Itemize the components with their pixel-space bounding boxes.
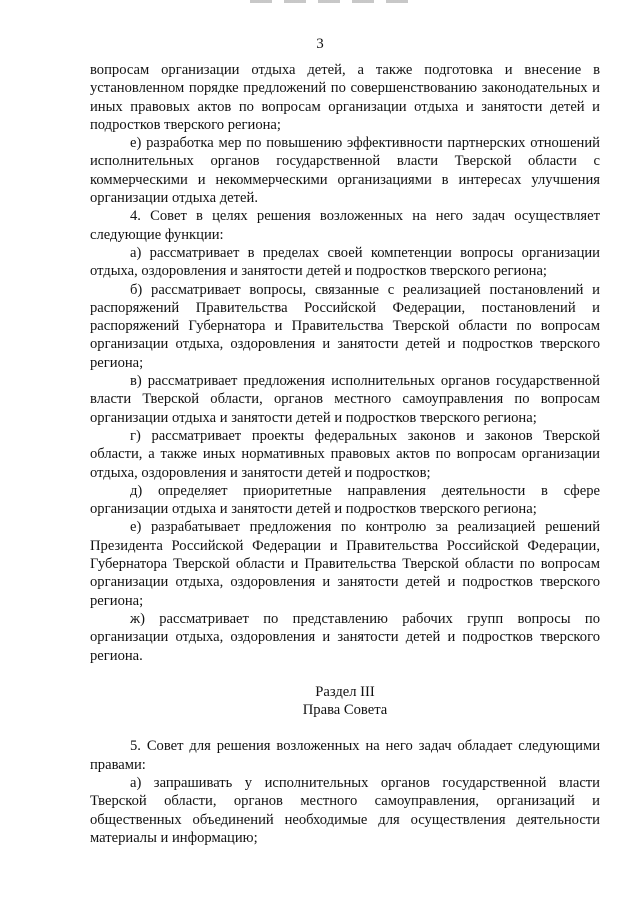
paragraph-continuation: вопросам организации отдыха детей, а также подготовка и внесение в установленном порядке предложений по совершенствованию законодательных и иных правовых актов по вопросам организации отдыха и занятости детей и подростков тверского региона; bbox=[90, 62, 600, 133]
document-body bbox=[90, 61, 600, 847]
paragraph-right-a: а) запрашивать у исполнительных органов государственной власти Тверской области, органов местного самоуправления, организаций и общественных объединений необходимые для осуществления деятельности материалы и информацию; bbox=[90, 774, 600, 846]
paragraph-item-b: б) рассматривает вопросы, связанные с реализацией постановлений и распоряжений Правительства Российской Федерации, постановлений и распоряжений Губернатора и Правительства Тверской области по вопросам организации отдыха, оздоровления и занятости детей и подростков тверского региона; bbox=[90, 281, 600, 371]
paragraph-item-zh: ж) рассматривает по представлению рабочих групп вопросы по организации отдыха, оздоровления и занятости детей и подростков тверского региона. bbox=[90, 610, 600, 664]
section-number: Раздел III bbox=[315, 683, 375, 700]
paragraph-item-g: г) рассматривает проекты федеральных законов и законов Тверской области, а также иных нормативных правовых актов по вопросам организации отдыха, оздоровления и занятости детей и подростков; bbox=[90, 427, 600, 481]
paragraph-item-v: в) рассматривает предложения исполнительных органов государственной власти Тверской области, органов местного самоуправления по вопросам организации отдыха и занятости детей и подростков тверского региона; bbox=[90, 373, 600, 426]
paragraph-item-e-task: е) разработка мер по повышению эффективности партнерских отношений исполнительных органов государственной власти Тверской области с коммерческими и некоммерческими организациями в интересах улучшения организации отдыха детей. bbox=[90, 135, 600, 207]
paragraph-item-d: д) определяет приоритетные направления деятельности в сфере организации отдыха и занятости детей и подростков тверского региона; bbox=[90, 482, 600, 518]
section-title: Права Совета bbox=[302, 702, 388, 719]
paragraph-item-e: е) разрабатывает предложения по контролю за реализацией решений Президента Российской Федерации и Правительства Российской Федерации, Губернатора Тверской области и Правительства Тверской области по вопросам организации отдыха, оздоровления и занятости детей и подростков тверского региона; bbox=[90, 519, 600, 609]
paragraph-clause-4: 4. Совет в целях решения возложенных на него задач осуществляет следующие функции: bbox=[90, 208, 600, 243]
page-number: 3 bbox=[316, 36, 324, 52]
paragraph-item-a: а) рассматривает в пределах своей компетенции вопросы организации отдыха, оздоровления и занятости детей и подростков тверского региона; bbox=[90, 244, 600, 280]
scan-top-edge bbox=[250, 0, 410, 3]
paragraph-clause-5: 5. Совет для решения возложенных на него задач обладает следующими правами: bbox=[90, 738, 600, 773]
